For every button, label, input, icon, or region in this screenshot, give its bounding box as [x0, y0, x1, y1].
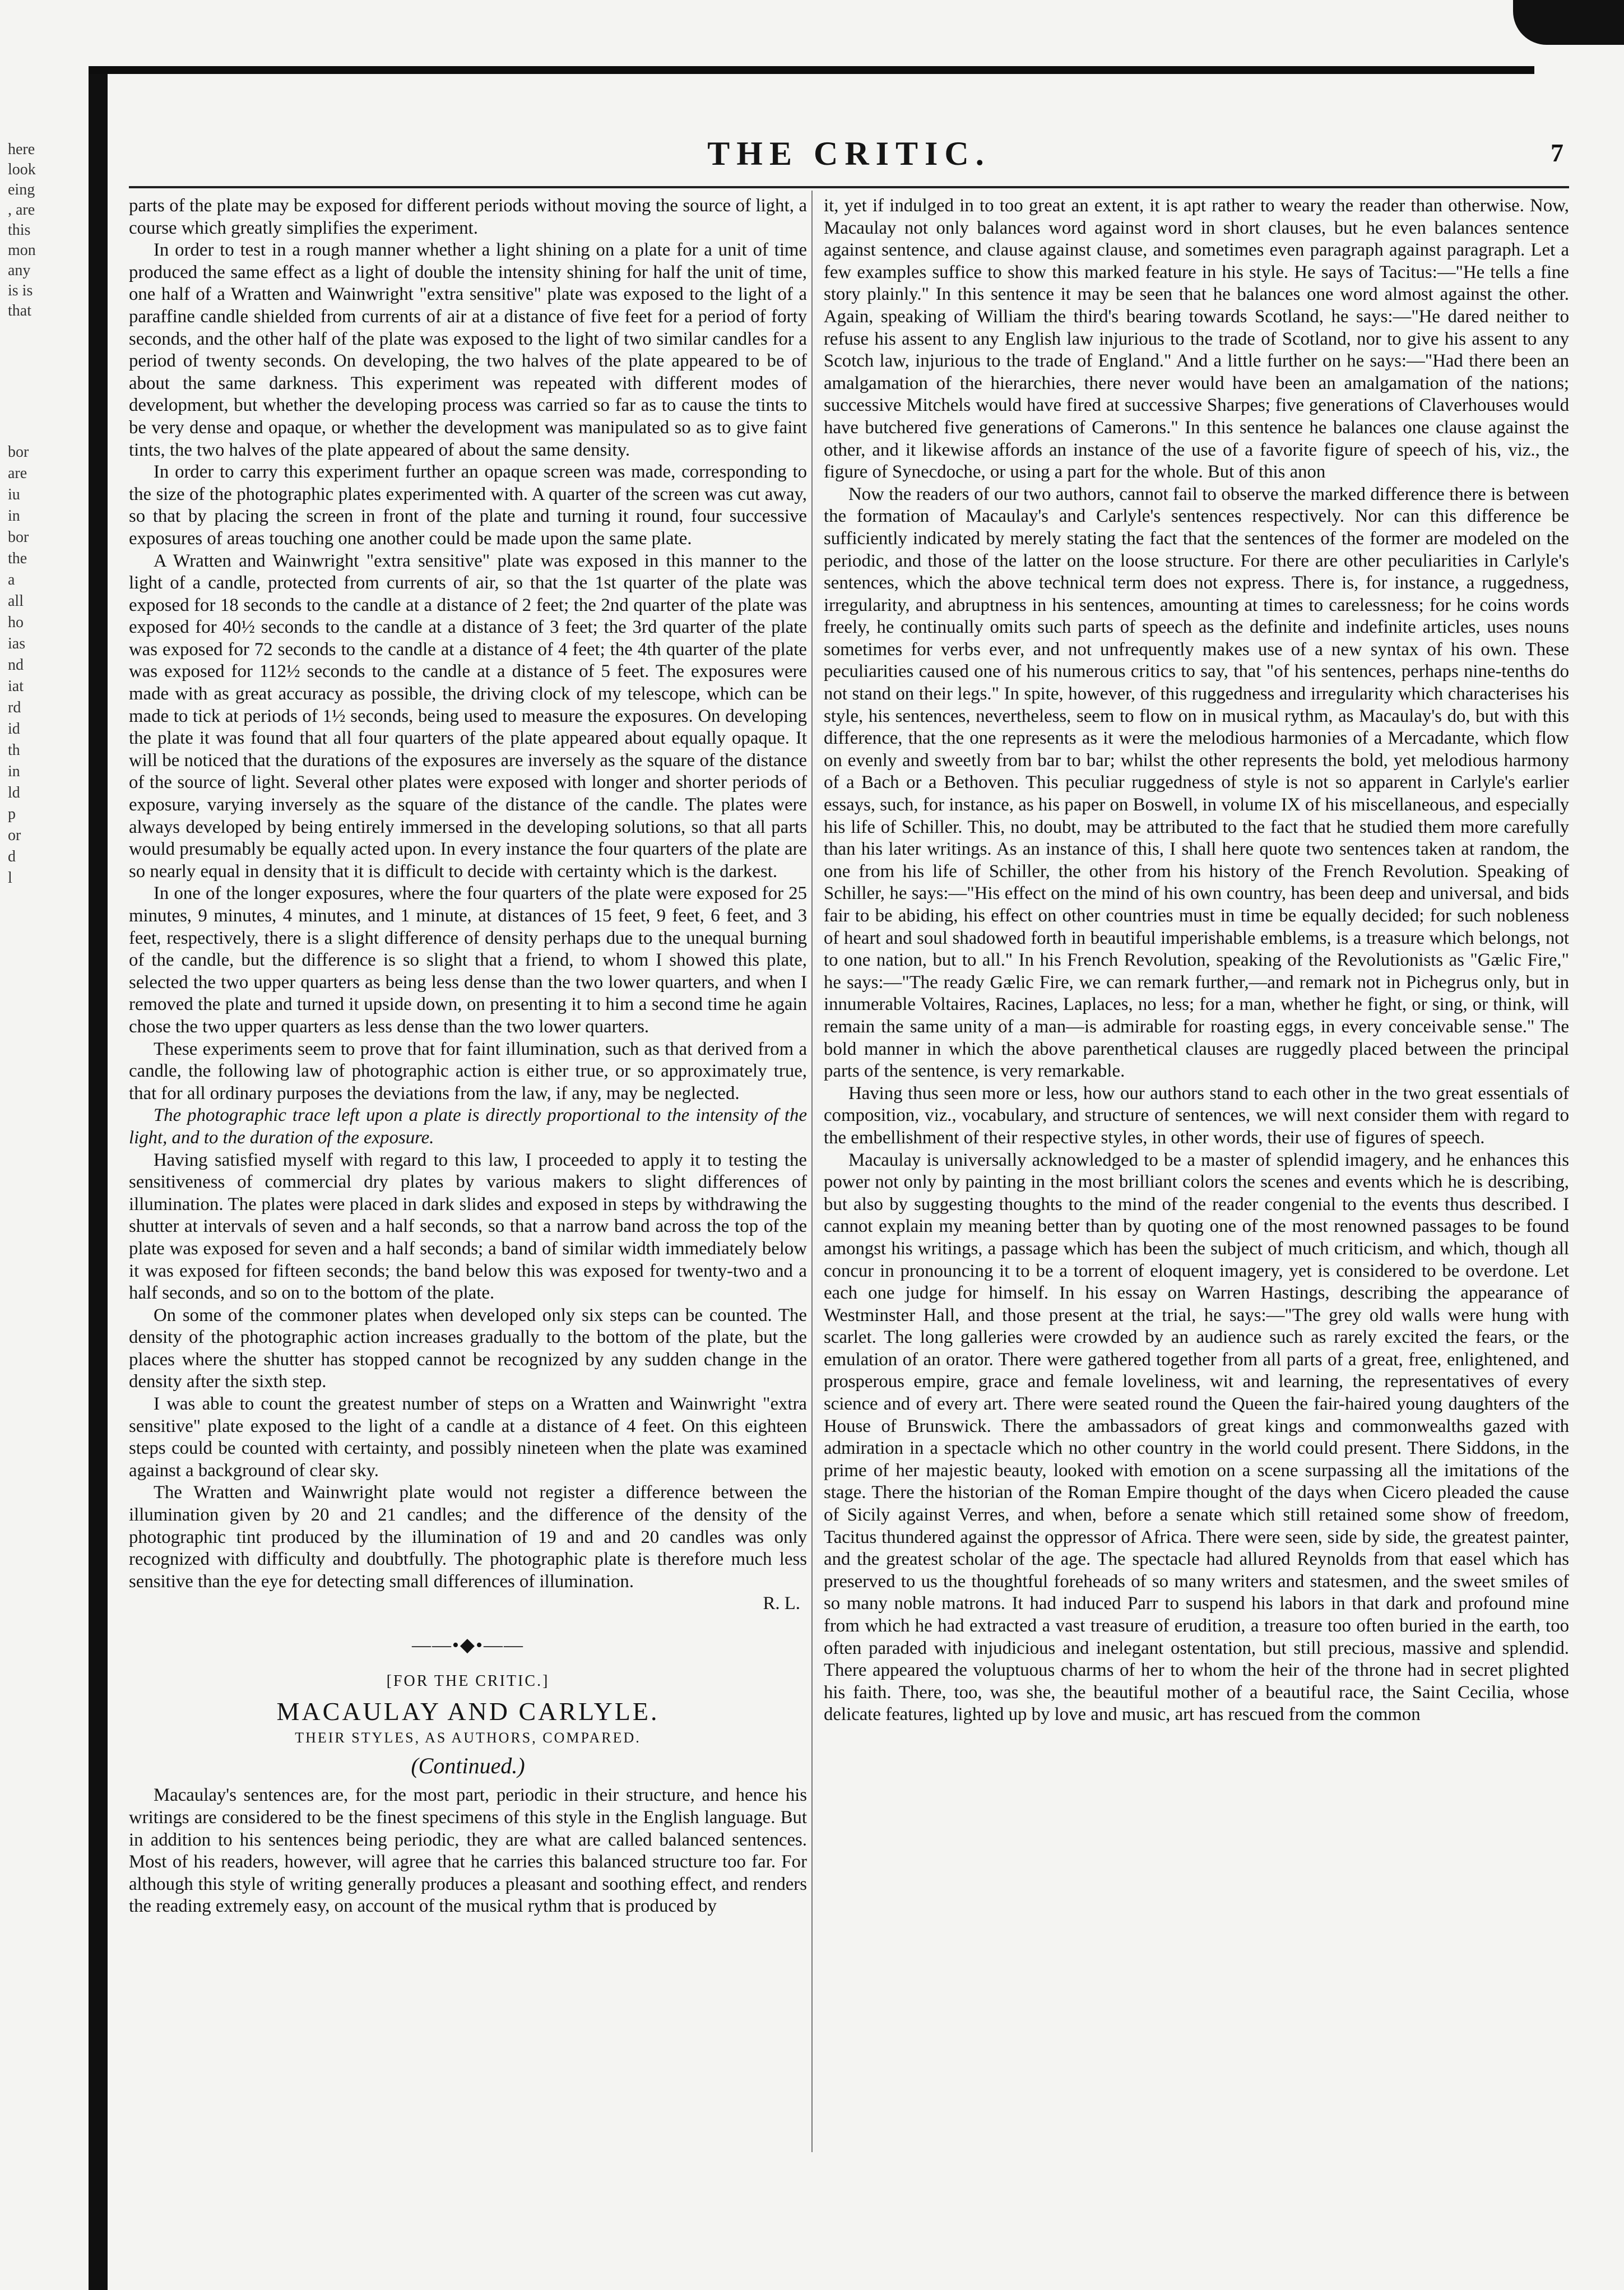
margin-fragment: eing — [8, 181, 35, 198]
margin-fragment: iu — [8, 486, 20, 503]
article-continued-label: (Continued.) — [411, 1753, 525, 1778]
margin-fragment: this — [8, 221, 31, 239]
header-rule — [129, 186, 1569, 188]
page-number: 7 — [1551, 138, 1563, 167]
margin-fragment: bor — [8, 529, 29, 546]
margin-fragment: all — [8, 592, 24, 610]
for-critic-label: [FOR THE CRITIC.] — [386, 1672, 550, 1690]
margin-fragment: bor — [8, 443, 29, 461]
scan-left-edge — [89, 67, 108, 2290]
article-paragraph: it, yet if indulged in to too great an extent, it is apt rather to weary the reader than otherwise. Now, Macaulay not only balances word against word in short clauses, but he even balances sentence against sentence, and clause against clause, and sometimes even paragraph against paragraph. Let a few examples suffice to show this marked feature in his style. He says of Tacitus:—"He tells a fine story plainly." In this sentence it may be seen that he balances one word almost against the other. Again, speaking of William the third's bearing towards Scotland, he says:—"He dared neither to refuse his assent to any English law injurious to the trade of Scotland, nor to give his assent to any Scotch law, injurious to the trade of England." And a little further on he says:—"Had there been an amalgamation of the hierarchies, there never would have been an amalgamation of the nations; successive Mitchels would have fired at successive Sharpes; five generations of Claverhouses would have butchered five generations of Camerons." In this sentence he balances one clause against the other, and it likewise affords an instance of the use of a favorite figure of speech of his, viz., the figure of Synecdoche, or using a part for the whole. But of this anon — [824, 196, 1569, 483]
margin-fragment: ld — [8, 784, 20, 801]
margin-fragment: a — [8, 571, 15, 588]
margin-fragment: iat — [8, 678, 24, 695]
article-paragraph: The Wratten and Wainwright plate would not register a difference between the illumination given by 20 and 21 candles; and the difference of the density of the photographic tint produced by the illumination of 19 and and 20 candles was only recognized with difficulty and doubtfully. The photographic plate is therefore much less sensitive than the eye for detecting small differences of illumination. — [129, 1482, 807, 1592]
right-column — [824, 195, 1569, 1726]
margin-fragment: nd — [8, 656, 24, 674]
margin-fragment: any — [8, 262, 31, 279]
article-subtitle: THEIR STYLES, AS AUTHORS, COMPARED. — [295, 1730, 641, 1746]
article-paragraph: Having satisfied myself with regard to this law, I proceeded to apply it to testing the sensitiveness of commercial dry plates by various makers to slight differences of illumination. The plates were placed in dark slides and exposed in steps by withdrawing the shutter at intervals of seven and a half seconds, so that a narrow band across the top of the plate was exposed for seven and a half seconds; a band of similar width immediately below it was exposed for fifteen seconds; the band below this was exposed for twenty-two and a half seconds, and so on to the bottom of the plate. — [129, 1149, 807, 1304]
article-paragraph: In order to carry this experiment further an opaque screen was made, corresponding to the size of the photographic plates experimented with. A quarter of the screen was cut away, so that by placing the screen in front of the plate and turning it round, four successive exposures of areas touching one another could be made upon the same plate. — [129, 462, 807, 549]
margin-fragment: is is — [8, 282, 33, 299]
scan-top-edge — [89, 66, 1534, 74]
article-paragraph: parts of the plate may be exposed for different periods without moving the source of light, a course which greatly simplifies the experiment. — [129, 196, 807, 238]
margin-fragment: th — [8, 741, 20, 759]
margin-fragment: or — [8, 827, 21, 844]
section-ornament: ——•◆•—— — [412, 1635, 524, 1656]
margin-fragment: l — [8, 869, 12, 887]
column-divider — [811, 191, 813, 2152]
article-paragraph: On some of the commoner plates when developed only six steps can be counted. The density of the photographic action increases gradually to the bottom of the plate, but the places where the shutter has stopped cannot be recognized by any sudden change in the density after the sixth step. — [129, 1305, 807, 1392]
margin-fragment: ias — [8, 635, 26, 652]
article-paragraph: Having thus seen more or less, how our authors stand to each other in the two great essentials of composition, viz., vocabulary, and structure of sentences, we will next consider them with regard to the embellishment of their respective styles, in other words, their use of figures of speech. — [824, 1083, 1569, 1148]
page-title: THE CRITIC. — [707, 135, 991, 172]
signature-line — [129, 1593, 807, 1615]
margin-fragment: d — [8, 848, 16, 865]
page-header — [129, 129, 1569, 179]
margin-fragment: the — [8, 550, 27, 567]
margin-fragment: ho — [8, 614, 24, 631]
article-paragraph: A Wratten and Wainwright "extra sensitive" plate was exposed in this manner to the light of a candle, protected from currents of air, so that the 1st quarter of the plate was exposed for 18 seconds to the candle at a distance of 2 feet; the 2nd quarter of the plate was exposed for 40½ seconds to the candle at a distance of 3 feet; the 3rd quarter of the plate was exposed for 72 seconds to the candle at a distance of 4 feet; the 4th quarter of the plate was exposed for 112½ seconds to the candle at a distance of 5 feet. The exposures were made with as great accuracy as possible, the driving clock of my telescope, which can be made to tick at periods of 1½ seconds, being used to measure the exposures. On developing the plate it was found that all four quarters of the plate appeared about equally opaque. It will be noticed that the durations of the exposures are inversely as the square of the distance of the source of light. Several other plates were exposed with longer and shorter periods of exposure, varying inversely as the square of the distance of the candle. The plates were always developed by being entirely immersed in the developing solutions, so that all parts would presumably be equally acted upon. In every instance the four quarters of the plate are so nearly equal in density that it is difficult to decide with certainty which is the darkest. — [129, 550, 807, 882]
article-paragraph: Macaulay is universally acknowledged to be a master of splendid imagery, and he enhances this power not only by painting in the most brilliant colors the scenes and events which he is describing, but also by suggesting thoughts to the mind of the reader congenial to the events thus described. I cannot explain my meaning better than by quoting one of the most renowned passages to be found amongst his writings, a passage which has been the subject of much criticism, and which, though all concur in pronouncing it to be a torrent of eloquent imagery, yet is considered to be overdone. Let each one judge for himself. In his essay on Warren Hastings, describing the appearance of Westminster Hall, and those present at the trial, he says:—"The grey old walls were hung with scarlet. The long galleries were crowded by an audience such as rarely excited the fears, or the emulation of an orator. There were gathered together from all parts of a great, free, enlightened, and prosperous empire, grace and female loveliness, wit and learning, the representatives of every science and of every art. There were seated round the Queen the fair-haired young daughters of the House of Brunswick. There the ambassadors of great kings and commonwealths gazed with admiration in a spectacle which no other country in the world could present. There Siddons, in the prime of her majestic beauty, looked with emotion on a scene surpassing all the imitations of the stage. There the historian of the Roman Empire thought of the days when Cicero pleaded the cause of Sicily against Verres, and when, before a senate which still retained some show of freedom, Tacitus thundered against the oppressor of Africa. There were seen, side by side, the greatest painter, and the greatest scholar of the age. The spectacle had allured Reynolds from that easel which has preserved to us the thoughtful foreheads of so many writers and statesmen, and the sweet smiles of so many noble matrons. It had induced Parr to suspend his labors in that dark and profound mine from which he had extracted a vast treasure of erudition, a treasure too often buried in the earth, too often paraded with injudicious and inelegant ostentation, but still precious, massive and splendid. There appeared the voluptuous charms of her to whom the heir of the throne had in secret plighted his faith. There, too, was she, the beautiful mother of a beautiful race, the Saint Cecilia, whose delicate features, lighted up by love and music, art has rescued from the common — [824, 1149, 1569, 1725]
law-statement: The photographic trace left upon a plate is directly proportional to the intensity of the light, and to the duration of the exposure. — [129, 1105, 807, 1148]
scan-corner-blot — [1513, 0, 1624, 45]
article-photography-continued — [129, 1149, 807, 1593]
margin-fragment: rd — [8, 699, 21, 716]
margin-fragment: are — [8, 465, 27, 482]
margin-fragment: in — [8, 507, 20, 525]
margin-fragments — [0, 140, 84, 1149]
article-title: MACAULAY AND CARLYLE. — [276, 1696, 660, 1726]
margin-fragment: look — [8, 161, 36, 178]
left-column — [129, 195, 807, 1918]
article-photography — [129, 195, 807, 1105]
article-paragraph: These experiments seem to prove that for faint illumination, such as that derived from a candle, the following law of photographic action is either true, or so approximately true, that for all ordinary purposes the deviations from the law, if any, may be neglected. — [129, 1039, 807, 1104]
margin-fragment: that — [8, 302, 31, 319]
article-paragraph: Now the readers of our two authors, cannot fail to observe the marked difference there is between the formation of Macaulay's and Carlyle's sentences respectively. Nor can this difference be sufficiently indicated by merely stating the fact that the sentences of the former are modeled on the periodic, and those of the latter on the loose structure. For there are other peculiarities in Carlyle's sentences, which the above technical term does not express. There is, for instance, a ruggedness, irregularity, and abruptness in his sentences, amounting at times to carelessness; for he coins words freely, he continually omits such parts of speech as the definite and indefinite articles, uses nouns sometimes for verbs ever, and not unfrequently makes use of a new syntax of his own. These peculiarities caused one of his numerous critics to say, that "of his sentences, perhaps nine-tenths do not stand on their legs." In spite, however, of this ruggedness and irregularity which characterises his style, his sentences, nevertheless, seem to flow on in musical rythm, as Macaulay's do, but with this difference, that the one represents as it were the melodious harmonies of a Mercadante, which flow on evenly and sweetly from bar to bar; whilst the other represents the bold, yet melodious harmony of a Bach or a Bethoven. This peculiar ruggedness of style is not so apparent in Carlyle's earlier essays, such, for instance, as his paper on Boswell, in volume IX of his miscellaneous, and especially his life of Schiller. This, no doubt, may be attributed to the fact that he studied them more carefully than his later writings. As an instance of this, I shall here quote two sentences taken at random, the one from his life of Schiller, the other from his history of the French Revolution. Speaking of Schiller, he says:—"His effect on the mind of his own country, has been deep and universal, and bids fair to be abiding, his effect on other countries must in time be equally decided; for such nobleness of heart and soul shadowed forth in beautiful imperishable emblems, is a treasure which belongs, not to one nation, but to all." In his French Revolution, speaking of the Revolutionists as "Gælic Fire," he says:—"The ready Gælic Fire, we can remark further,—and remark not in Pichegrus only, but in innumerable Voltaires, Racines, Laplaces, no less; for a man, whether he fight, or sing, or think, will remain the same unity of a man—is admirable for roasting eggs, in every conceivable sense." The bold manner in which the above parenthetical clauses are ruggedly placed between the principal parts of the sentence, is very remarkable. — [824, 484, 1569, 1082]
margin-fragment: id — [8, 720, 20, 738]
article-paragraph: I was able to count the greatest number of steps on a Wratten and Wainwright "extra sensitive" plate exposed to the light of a candle at a distance of 4 feet. On this eighteen steps could be counted with certainty, and possibly nineteen when the plate was examined against a background of clear sky. — [129, 1394, 807, 1481]
margin-fragment: in — [8, 763, 20, 780]
margin-fragment: p — [8, 805, 16, 823]
margin-fragment: mon — [8, 242, 36, 259]
article-paragraph: In order to test in a rough manner whether a light shining on a plate for a unit of time produced the same effect as a light of double the intensity shining for half the unit of time, one half of a Wratten and Wainwright "extra sensitive" plate was exposed to the light of a paraffine candle shielded from currents of air at a distance of five feet for a period of forty seconds, and the other half of the plate was exposed to the light of two similar candles for a period of twenty seconds. On developing, the two halves of the plate appeared to be of about the same darkness. This experiment was repeated with different modes of development, but whether the developing process was carried so far as to cause the tints to be very dense and opaque, or whether the development was manipulated so as to give faint tints, the two halves of the plate appeared of about the same density. — [129, 240, 807, 460]
article-paragraph: Macaulay's sentences are, for the most part, periodic in their structure, and hence his writings are considered to be the finest specimens of this style in the English language. But in addition to his sentences being periodic, they are what are called balanced sentences. Most of his readers, however, will agree that he carries this balanced structure too far. For although this style of writing generally produces a pleasant and soothing effect, and renders the reading extremely easy, on account of the musical rythm that is produced by — [129, 1785, 807, 1917]
margin-fragment: , are — [8, 201, 35, 219]
article-paragraph: In one of the longer exposures, where the four quarters of the plate were exposed for 25 minutes, 9 minutes, 4 minutes, and 1 minute, at distances of 15 feet, 9 feet, 6 feet, and 3 feet, respectively, there is a slight difference of density perhaps due to the unequal burning of the candle, but the difference is so slight that a friend, to whom I showed this plate, selected the two upper quarters as being less dense than the two lower quarters, and when I removed the plate and turned it upside down, on presenting it to him a second time he again chose the two upper quarters as less dense than the two lower quarters. — [129, 883, 807, 1037]
signature: R. L. — [763, 1593, 800, 1614]
margin-fragment: here — [8, 141, 35, 158]
